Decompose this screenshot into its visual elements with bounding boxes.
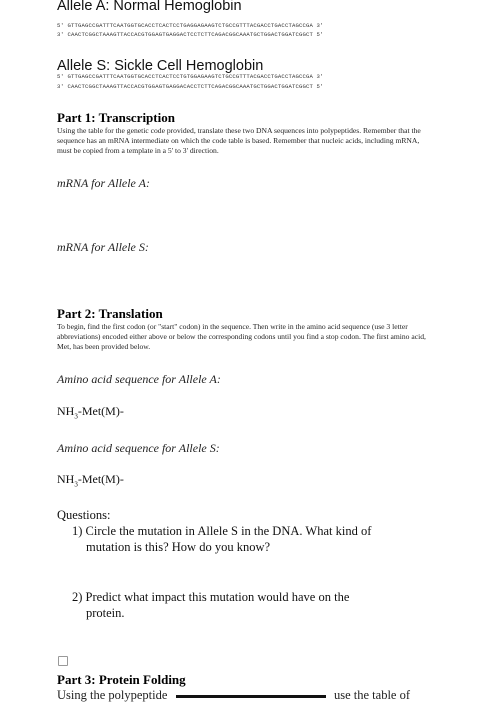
allele-a-dna-strand-1: 5' GTTGAGCCGATTTCAATGGTGCACCTCACTCCTGAGGAGAAGTCTGCCGTTTACGACCTGACCTAGCCGA 3'	[57, 22, 324, 29]
met-start: -Met(M)-	[77, 404, 124, 418]
amino-acid-allele-a-label: Amino acid sequence for Allele A:	[57, 372, 221, 386]
question-1-line-1: 1) Circle the mutation in Allele S in the DNA. What kind of	[72, 524, 372, 538]
met-start: -Met(M)-	[77, 472, 124, 486]
part3-partial-line-start: Using the polypeptide	[57, 688, 168, 702]
allele-s-dna-strand-2: 3' CAACTCGGCTAAAGTTACCACGTGGAGTGAGGACACCTCTTCAGACGGCAAATGCTGGACTGGATCGGCT 5'	[57, 83, 324, 90]
allele-s-heading: Allele S: Sickle Cell Hemoglobin	[57, 58, 264, 74]
nh-subscript: 3	[74, 480, 78, 489]
part3-title: Part 3: Protein Folding	[57, 672, 186, 687]
allele-a-heading: Allele A: Normal Hemoglobin	[57, 0, 242, 14]
allele-a-dna-strand-2: 3' CAACTCGGCTAAAGTTACCACGTGGAGTGAGGACTCCTCTTCAGACGGCAAATGCTGGACTGGATCGGCT 5'	[57, 31, 324, 38]
part2-title: Part 2: Translation	[57, 306, 163, 321]
nh-prefix: NH	[57, 404, 75, 418]
question-2-line-2: protein.	[86, 606, 125, 620]
nh-subscript: 3	[74, 412, 78, 421]
part3-partial-line-end: use the table of	[334, 688, 411, 702]
nh-prefix: NH	[57, 472, 75, 486]
amino-acid-allele-a-sequence	[57, 404, 124, 420]
allele-s-dna-strand-1: 5' GTTGAGCCGATTTCAATGGTGCACCTCACTCCTGTGGAGAAGTCTGCCGTTTACGACCTGACCTAGCCGA 3'	[57, 73, 324, 80]
questions-heading: Questions:	[57, 508, 111, 522]
question-2-line-1: 2) Predict what impact this mutation would have on the	[72, 590, 350, 604]
amino-acid-allele-s-label: Amino acid sequence for Allele S:	[57, 441, 220, 455]
mrna-allele-a-label: mRNA for Allele A:	[57, 176, 150, 190]
question-1-line-2: mutation is this? How do you know?	[86, 540, 271, 554]
amino-acid-allele-s-sequence	[57, 472, 124, 488]
part1-instructions: Using the table for the genetic code provided, translate these two DNA sequences into polypeptides. Remember that the sequence has an mRNA intermediate on which the code table is based. Remember that nucleic acids, including mRNA, must be copied from a template in a 5' to 3' direction.	[57, 126, 421, 155]
checkbox[interactable]	[58, 656, 68, 666]
part2-instructions: To begin, find the first codon (or "start" codon) in the sequence. Then write in the amino acid sequence (use 3 letter abbreviations) encoded either above or below the corresponding codons until you find a stop codon. The first amino acid, Met, has been provided below.	[57, 322, 426, 351]
redaction-scribble	[176, 695, 326, 698]
mrna-allele-s-label: mRNA for Allele S:	[57, 240, 149, 254]
part1-title: Part 1: Transcription	[57, 110, 175, 125]
